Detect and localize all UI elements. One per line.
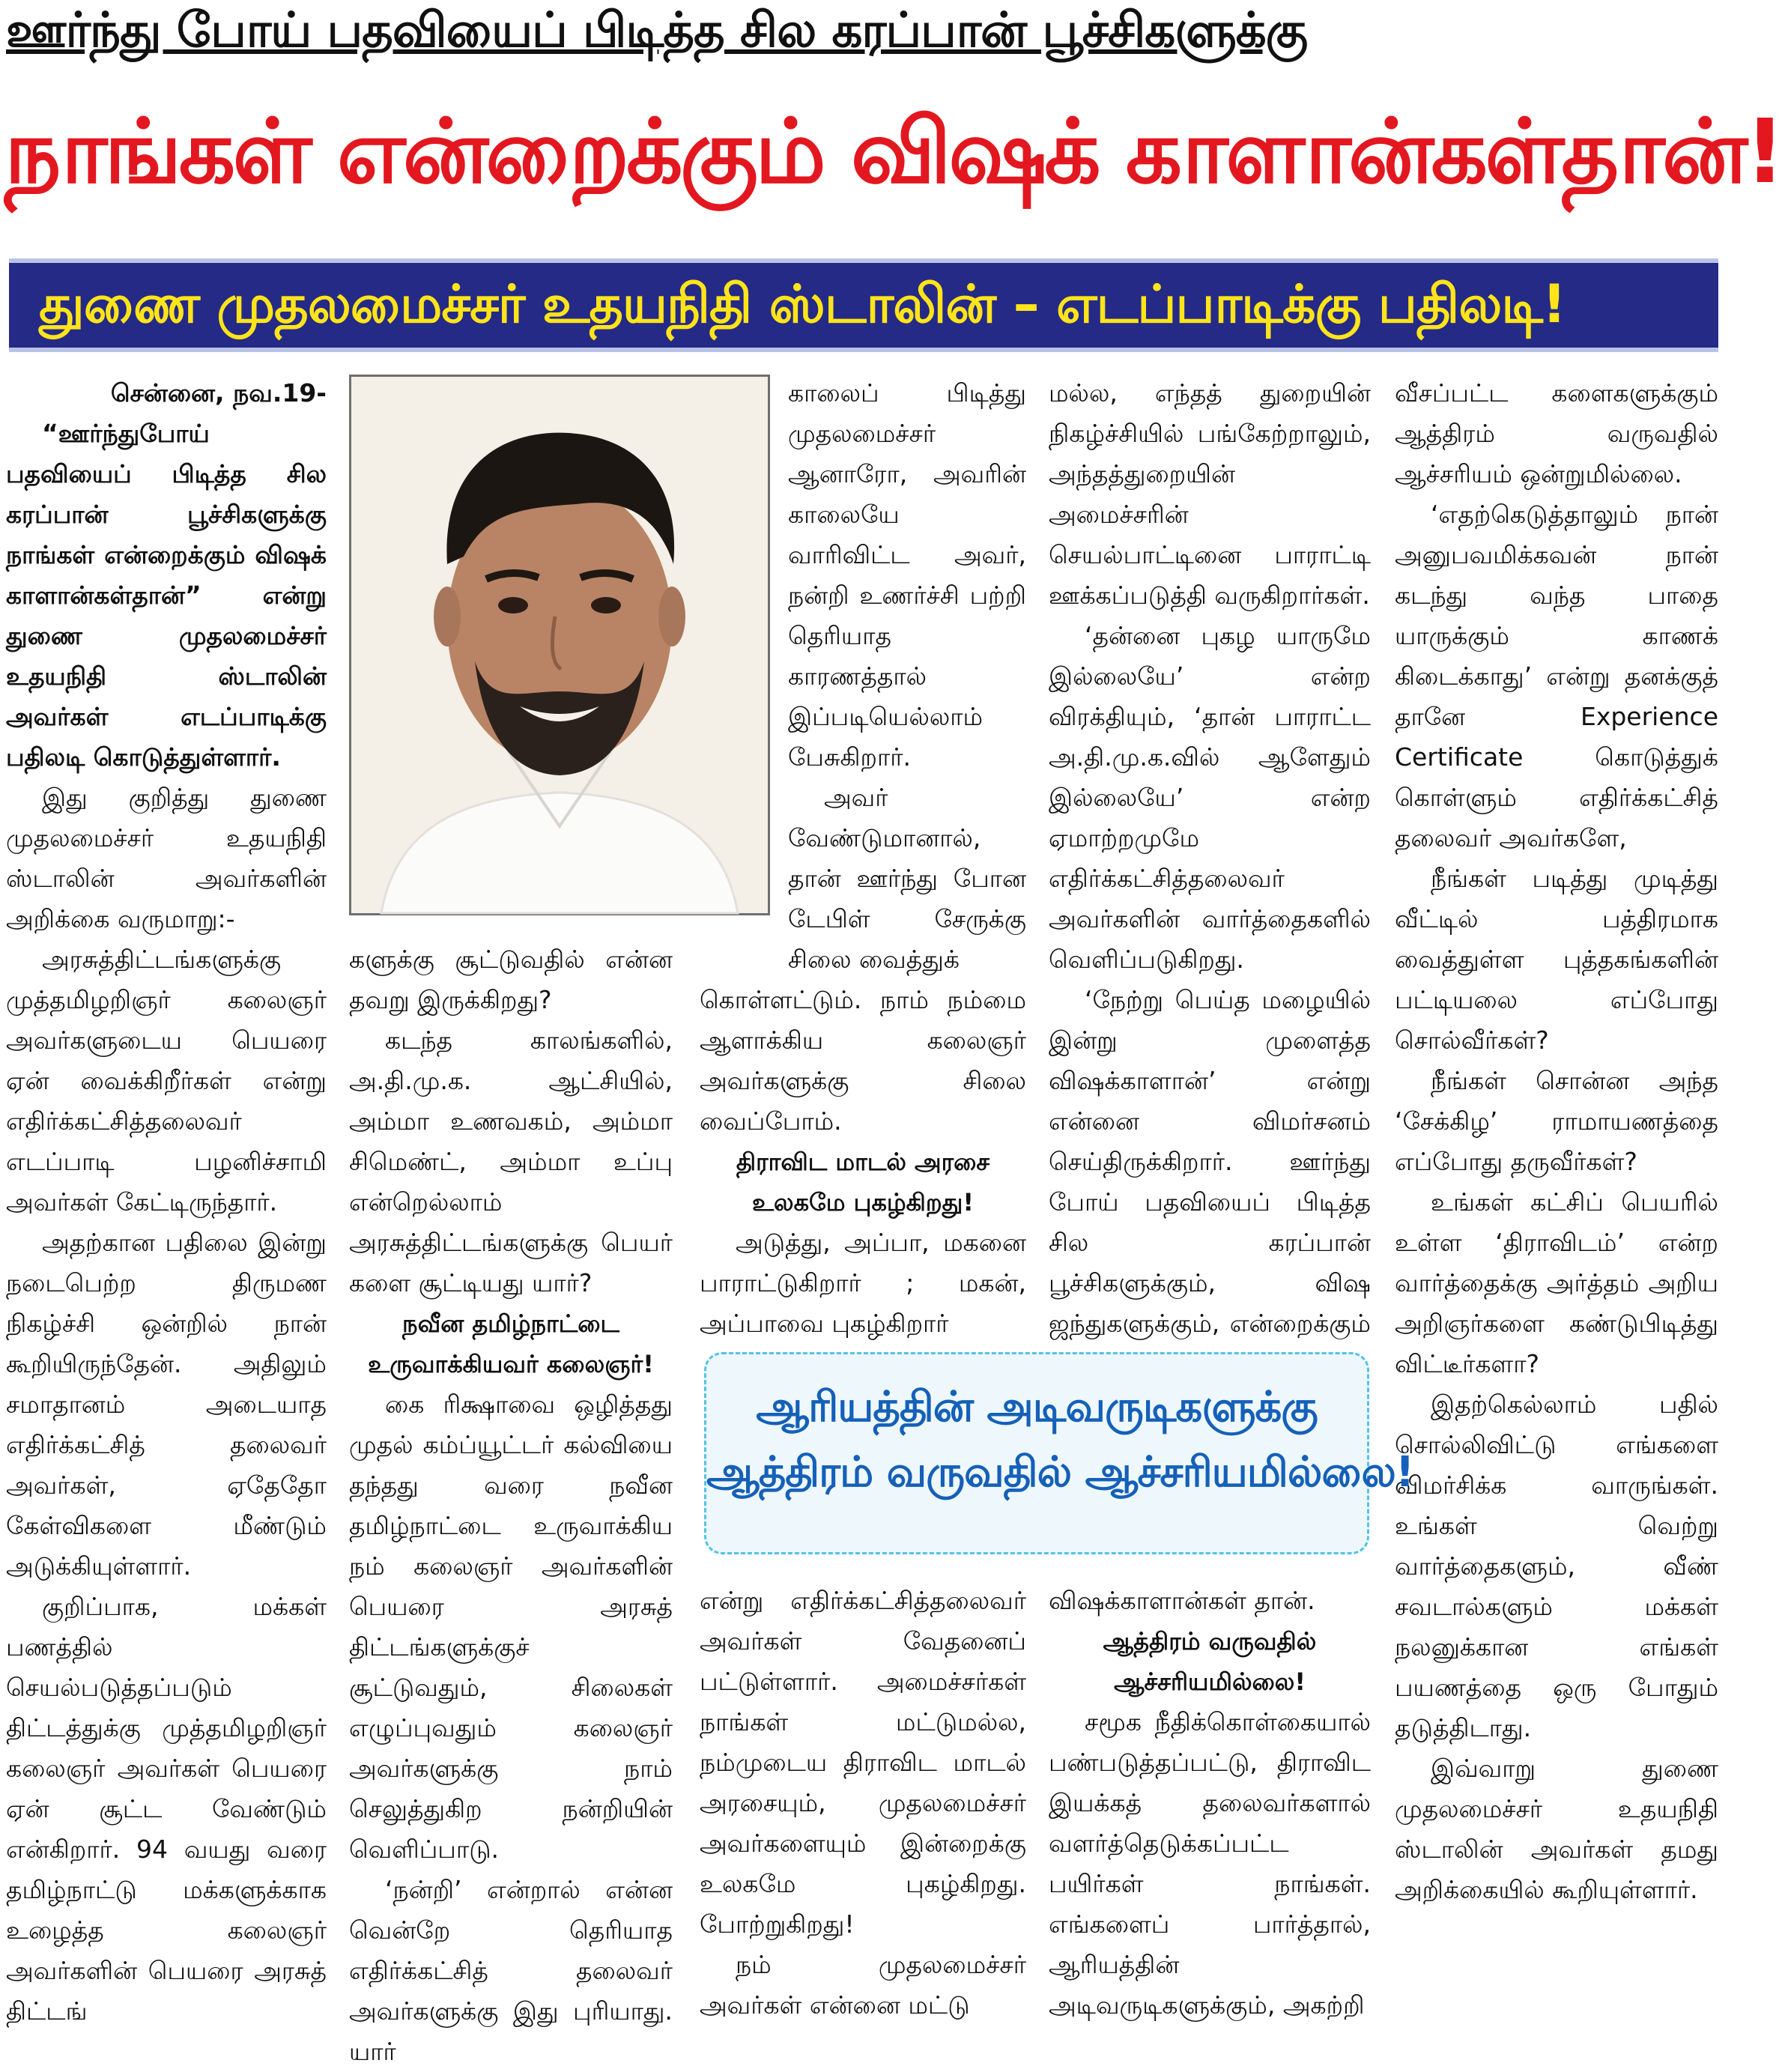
paragraph: இது குறித்து துணை முதலமைச்சர் உதயநிதி ஸ்டாலின் அவர்களின் அறிக்கை வருமாறு:-	[6, 783, 327, 933]
paragraph: ‘நேற்று பெய்த மழையில் இன்று முளைத்த விஷக்காளான்’ என்று என்னை விமர்சனம் செய்திருக்கிறார். ஊர்ந்து போய் பதவியைப் பிடித்த சில கரப்பான் பூச்சிகளுக்கும், விஷ ஜந்துகளுக்கும், என்றைக்கும்	[1049, 985, 1371, 1338]
pull-quote-line-2: ஆத்திரம் வருவதில் ஆச்சரியமில்லை!	[706, 1447, 1414, 1497]
column-3-top	[788, 373, 1026, 974]
column-3-bottom	[700, 1581, 1026, 2018]
paragraph: இதற்கெல்லாம் பதில் சொல்லிவிட்டு எங்களை விமர்சிக்க வாருங்கள். உங்கள் வெற்று வார்த்தைகளும், வீண் சவடால்களும் மக்கள் நலனுக்கான எங்கள் பயணத்தை ஒரு போதும் தடுத்திடாது.	[1395, 1390, 1718, 1742]
paragraph: ‘தன்னை புகழ யாருமே இல்லையே’ என்ற விரக்தியும், ‘தான் பாராட்ட அ.தி.மு.க.வில் ஆளேதும் இல்லையே’ என்ற ஏமாற்றமுமே எதிர்க்கட்சித்தலைவர் அவர்களின் வார்த்தைகளில் வெளிப்படுகிறது.	[1049, 621, 1371, 974]
portrait-illustration	[351, 377, 768, 913]
paragraph: அரசுத்திட்டங்களுக்கு முத்தமிழறிஞர் கலைஞர் அவர்களுடைய பெயரை ஏன் வைக்கிறீர்கள் என்று எதிர்க்கட்சித்தலைவர் எடப்பாடி பழனிச்சாமி அவர்கள் கேட்டிருந்தார்.	[6, 945, 327, 1217]
paragraph: கொள்ளட்டும். நாம் நம்மை ஆளாக்கிய கலைஞர் அவர்களுக்கு சிலை வைப்போம்.	[700, 985, 1026, 1136]
paragraph: என்று எதிர்க்கட்சித்தலைவர் அவர்கள் வேதனைப் பட்டுள்ளார். அமைச்சர்கள் நாங்கள் மட்டுமல்ல, நம்முடைய திராவிட மாடல் அரசையும், முதலமைச்சர் அவர்களையும் இன்றைக்கு உலகமே புகழ்கிறது. போற்றுகிறது!	[700, 1586, 1026, 1939]
subheading: ஆத்திரம் வருவதில் ஆச்சரியமில்லை!	[1103, 1627, 1317, 1696]
portrait-photo	[349, 375, 770, 915]
paragraph: அவர் வேண்டுமானால், தான் ஊர்ந்து போன டேபிள் சேருக்கு சிலை வைத்துக்	[788, 783, 1026, 974]
column-1	[6, 373, 327, 2026]
paragraph: அடுத்து, அப்பா, மகனை பாராட்டுகிறார் ; மகன், அப்பாவை புகழ்கிறார்	[700, 1228, 1026, 1338]
paragraph: கடந்த காலங்களில், அ.தி.மு.க. ஆட்சியில், அம்மா உணவகம், அம்மா சிமெண்ட், அம்மா உப்பு என்றெல்லாம் அரசுத்திட்டங்களுக்கு பெயர் களை சூட்டியது யார்?	[349, 1026, 673, 1297]
main-headline: நாங்கள் என்றைக்கும் விஷக் காளான்கள்தான்!	[4, 100, 1782, 203]
subheading: நவீன தமிழ்நாட்டை உருவாக்கியவர் கலைஞர்!	[368, 1309, 654, 1378]
paragraph: “ஊர்ந்துபோய் பதவியைப் பிடித்த சில கரப்பான் பூச்சிகளுக்கு நாங்கள் என்றைக்கும் விஷக் காளான்கள்தான்” என்று துணை முதலமைச்சர் உதயநிதி ஸ்டாலின் அவர்கள் எடப்பாடிக்கு பதிலடி கொடுத்துள்ளார்.	[6, 419, 327, 772]
column-3-middle	[700, 980, 1026, 1344]
paragraph: வீசப்பட்ட களைகளுக்கும் ஆத்திரம் வருவதில் ஆச்சரியம் ஒன்றுமில்லை.	[1395, 378, 1718, 488]
paragraph: ‘நன்றி’ என்றால் என்ன வென்றே தெரியாத எதிர்க்கட்சித் தலைவர் அவர்களுக்கு இது புரியாது. யார்	[349, 1875, 673, 2066]
paragraph: காலைப் பிடித்து முதலமைச்சர் ஆனாரோ, அவரின் காலையே வாரிவிட்ட அவர், நன்றி உணர்ச்சி பற்றி தெரியாத காரணத்தால் இப்படியெல்லாம் பேசுகிறார்.	[788, 378, 1026, 772]
pull-quote-line-1: ஆரியத்தின் அடிவருடிகளுக்கு	[756, 1383, 1318, 1432]
paragraph: இவ்வாறு துணை முதலமைச்சர் உதயநிதி ஸ்டாலின் அவர்கள் தமது அறிக்கையில் கூறியுள்ளார்.	[1395, 1754, 1718, 1904]
subheadline: துணை முதலமைச்சர் உதயநிதி ஸ்டாலின் – எடப்பாடிக்கு பதிலடி!	[39, 273, 1566, 335]
column-4-top	[1049, 373, 1371, 1344]
column-2	[349, 939, 673, 2066]
paragraph: அதற்கான பதிலை இன்று நடைபெற்ற திருமண நிகழ்ச்சி ஒன்றில் நான் கூறியிருந்தேன். அதிலும் சமாதானம் அடையாத எதிர்க்கட்சித் தலைவர் அவர்கள், ஏதேதோ கேள்விகளை மீண்டும் அடுக்கியுள்ளார்.	[6, 1228, 327, 1581]
pull-quote-box	[704, 1352, 1414, 1554]
subheadline-banner	[9, 258, 1718, 352]
paragraph: விஷக்காளான்கள் தான்.	[1049, 1586, 1315, 1615]
dateline: சென்னை, நவ.19-	[110, 378, 327, 408]
kicker-headline: ஊர்ந்து போய் பதவியைப் பிடித்த சில கரப்பான் பூச்சிகளுக்கு	[6, 3, 1308, 58]
paragraph: களுக்கு சூட்டுவதில் என்ன தவறு இருக்கிறது?	[349, 945, 673, 1014]
paragraph: ‘எதற்கெடுத்தாலும் நான் அனுபவமிக்கவன் நான் கடந்து வந்த பாதை யாருக்கும் காணக் கிடைக்காது’ என்று தனக்குத் தானே Experience Certificate கொடுத்துக் கொள்ளும் எதிர்க்கட்சித் தலைவர் அவர்களே,	[1395, 500, 1718, 852]
column-5	[1395, 373, 1718, 2018]
column-4-bottom	[1049, 1581, 1371, 2018]
paragraph: குறிப்பாக, மக்கள் பணத்தில் செயல்படுத்தப்படும் திட்டத்துக்கு முத்தமிழறிஞர் கலைஞர் அவர்கள் பெயரை ஏன் சூட்ட வேண்டும் என்கிறார். 94 வயது வரை தமிழ்நாட்டு மக்களுக்காக உழைத்த கலைஞர் அவர்களின் பெயரை அரசுத் திட்டங்	[6, 1592, 327, 2026]
paragraph: நீங்கள் சொன்ன அந்த ‘சேக்கிழ’ ராமாயணத்தை எப்போது தருவீர்கள்?	[1395, 1066, 1718, 1176]
paragraph: நம் முதலமைச்சர் அவர்கள் என்னை மட்டு	[700, 1950, 1026, 2020]
paragraph: சமூக நீதிக்கொள்கையால் பண்படுத்தப்பட்டு, திராவிட இயக்கத் தலைவர்களால் வளர்த்தெடுக்கப்பட்ட பயிர்கள் நாங்கள். எங்களைப் பார்த்தால், ஆரியத்தின் அடிவருடிகளுக்கும், அகற்றி	[1049, 1707, 1371, 2020]
paragraph: நீங்கள் படித்து முடித்து வீட்டில் பத்திரமாக வைத்துள்ள புத்தகங்களின் பட்டியலை எப்போது சொல்வீர்கள்?	[1395, 864, 1718, 1055]
paragraph: மல்ல, எந்தத் துறையின் நிகழ்ச்சியில் பங்கேற்றாலும், அந்தத்துறையின் அமைச்சரின் செயல்பாட்டினை பாராட்டி ஊக்கப்படுத்தி வருகிறார்கள்.	[1049, 378, 1371, 610]
subheading: திராவிட மாடல் அரசை உலகமே புகழ்கிறது!	[736, 1148, 990, 1217]
paragraph: உங்கள் கட்சிப் பெயரில் உள்ள ‘திராவிடம்’ என்ற வார்த்தைக்கு அர்த்தம் அறிய அறிஞர்களை கண்டுபிடித்து விட்டீர்களா?	[1395, 1187, 1718, 1378]
paragraph: கை ரிக்ஷாவை ஒழித்தது முதல் கம்ப்யூட்டர் கல்வியை தந்தது வரை நவீன தமிழ்நாட்டை உருவாக்கிய நம் கலைஞர் அவர்களின் பெயரை அரசுத் திட்டங்களுக்குச் சூட்டுவதும், சிலைகள் எழுப்புவதும் கலைஞர் அவர்களுக்கு நாம் செலுத்துகிற நன்றியின் வெளிப்பாடு.	[349, 1390, 673, 1864]
